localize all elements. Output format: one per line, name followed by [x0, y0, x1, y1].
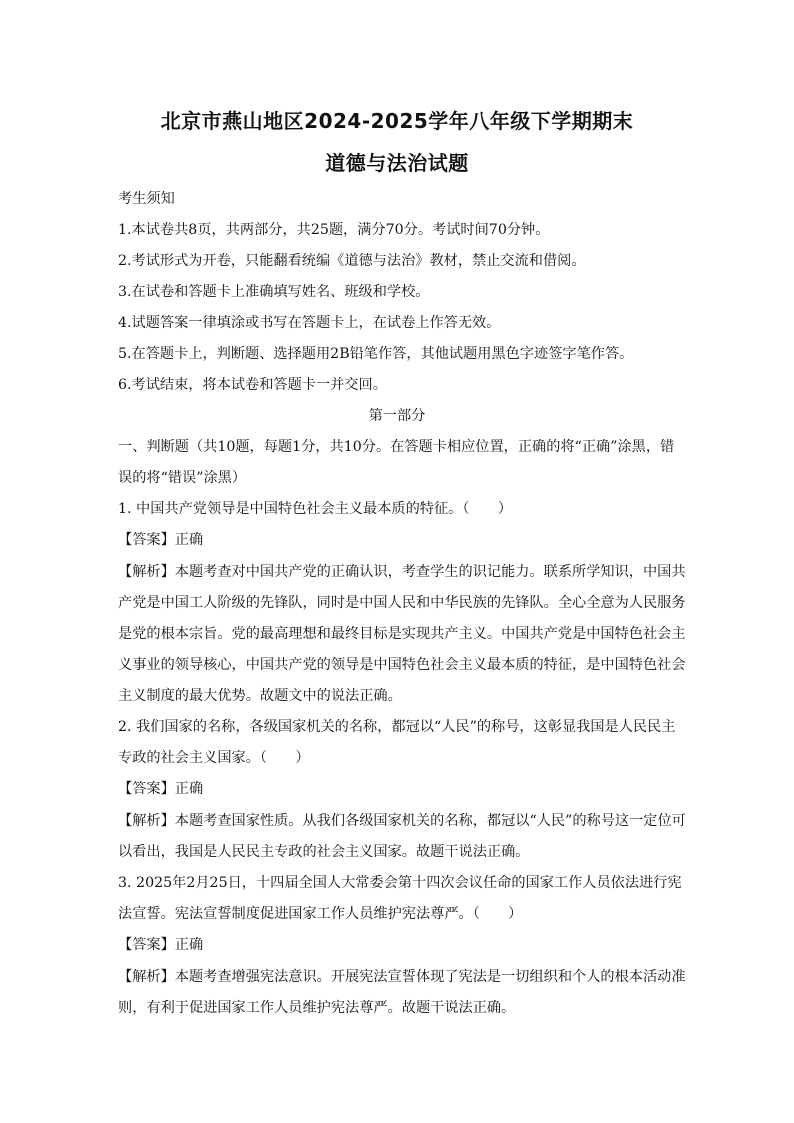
analysis-text: 产党是中国工人阶级的先锋队，同时是中国人民和中华民族的先锋队。全心全意为人民服务 — [118, 595, 686, 611]
document-subtitle: 道德与法治试题 — [325, 151, 469, 175]
notice-heading: 考生须知 — [118, 191, 175, 207]
analysis-text: 【解析】本题考查增强宪法意识。开展宪法宣誓体现了宪法是一切组织和个人的根本活动准 — [118, 969, 686, 985]
question-stem: 法宣誓。宪法宣誓制度促进国家工作人员维护宪法尊严。（ ） — [118, 906, 523, 922]
notice-item: 6.考试结束，将本试卷和答题卡一并交回。 — [118, 377, 387, 393]
question-stem: 1. 中国共产党领导是中国特色社会主义最本质的特征。（ ） — [118, 501, 513, 517]
analysis-text: 主义制度的最大优势。故题文中的说法正确。 — [118, 688, 402, 704]
analysis-text: 以看出，我国是人民民主专政的社会主义国家。故题干说法正确。 — [118, 844, 530, 860]
question-stem: 2. 我们国家的名称，各级国家机关的名称，都冠以“人民”的称号，这彰显我国是人民民主 — [118, 719, 676, 735]
answer-label: 【答案】正确 — [118, 937, 204, 953]
section-intro: 一、判断题（共10题，每题1分，共10分。在答题卡相应位置，正确的将“正确”涂黑，错 — [118, 439, 675, 455]
question-stem: 3. 2025年2月25日，十四届全国人大常委会第十四次会议任命的国家工作人员依法进行宪 — [118, 875, 682, 891]
analysis-text: 义事业的领导核心，中国共产党的领导是中国特色社会主义最本质的特征，是中国特色社会 — [118, 657, 686, 673]
notice-item: 4.试题答案一律填涂或书写在答题卡上，在试卷上作答无效。 — [118, 315, 501, 331]
answer-label: 【答案】正确 — [118, 532, 204, 548]
analysis-text: 是党的根本宗旨。党的最高理想和最终目标是实现共产主义。中国共产党是中国特色社会主 — [118, 626, 686, 642]
answer-label: 【答案】正确 — [118, 781, 204, 797]
analysis-text: 【解析】本题考查国家性质。从我们各级国家机关的名称，都冠以“人民”的称号这一定位可 — [118, 813, 686, 829]
notice-item: 1.本试卷共8页，共两部分，共25题，满分70分。考试时间70分钟。 — [118, 222, 550, 238]
notice-item: 5.在答题卡上，判断题、选择题用2B铅笔作答，其他试题用黑色字迹签字笔作答。 — [118, 346, 634, 362]
question-stem: 专政的社会主义国家。（ ） — [118, 750, 310, 766]
document-title: 北京市燕山地区2024-2025学年八年级下学期期末 — [160, 109, 634, 133]
analysis-text: 则，有利于促进国家工作人员维护宪法尊严。故题干说法正确。 — [118, 1000, 516, 1016]
analysis-text: 【解析】本题考查对中国共产党的正确认识，考查学生的识记能力。联系所学知识，中国共 — [118, 564, 686, 580]
section-intro: 误的将“错误”涂黑） — [118, 470, 247, 486]
notice-item: 3.在试卷和答题卡上准确填写姓名、班级和学校。 — [118, 284, 430, 300]
part-title: 第一部分 — [368, 408, 426, 424]
notice-item: 2.考试形式为开卷，只能翻看统编《道德与法治》教材，禁止交流和借阅。 — [118, 253, 586, 269]
